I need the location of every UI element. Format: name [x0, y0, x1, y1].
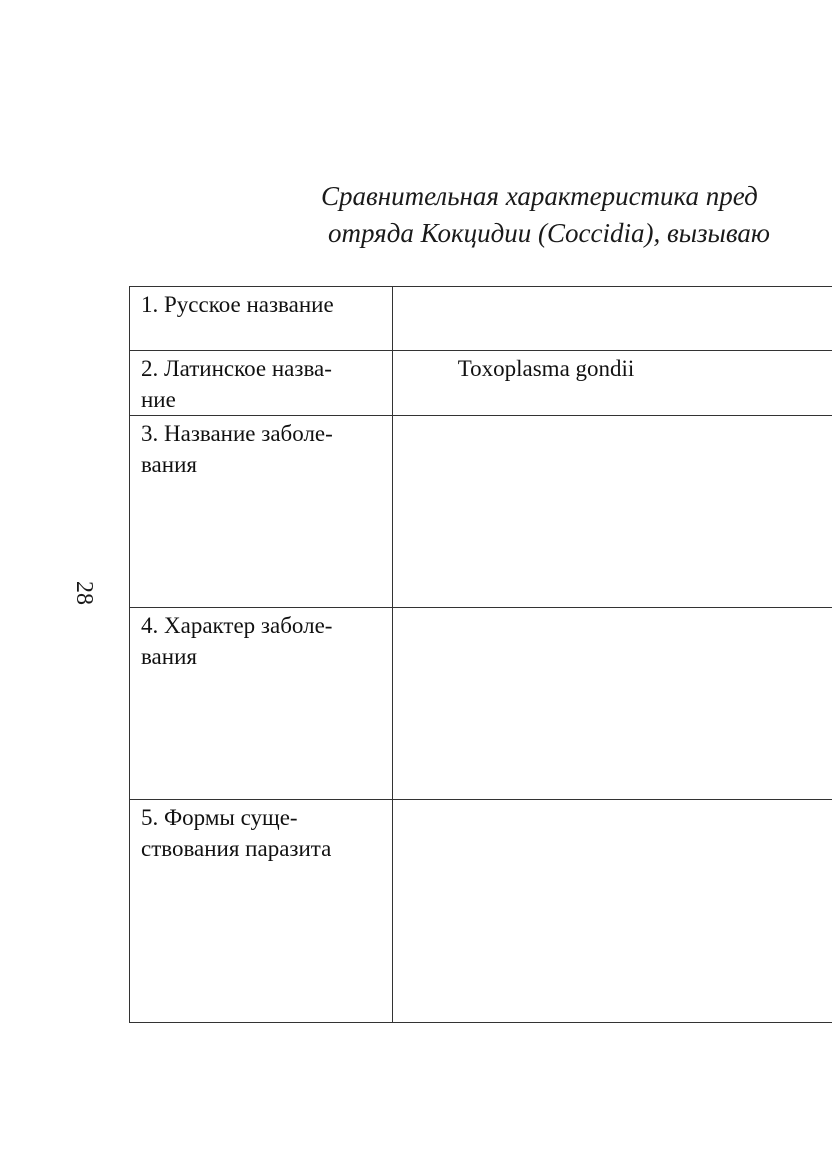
row-value-cell [393, 416, 832, 608]
table-row [130, 416, 832, 608]
row-value-text [393, 800, 832, 802]
table-row [130, 287, 832, 351]
row-value-cell [393, 287, 832, 351]
row-value-text [393, 416, 832, 418]
row-label-cell [130, 608, 393, 800]
row-label-text: ствования паразита [141, 836, 332, 861]
row-label-cell [130, 287, 393, 351]
row-label-text: 5. Формы суще- [141, 805, 298, 830]
row-value-text [393, 287, 832, 289]
row-label-text: 2. Латинское назва- [141, 356, 332, 381]
title-text-1: Сравнительная характеристика пред [321, 181, 758, 211]
row-label-cell [130, 800, 393, 1023]
row-label-text: 1. Русское название [141, 292, 334, 317]
table-row [130, 608, 832, 800]
row-label-text: вания [141, 644, 197, 669]
table-row [130, 800, 832, 1023]
row-value-text [393, 608, 832, 610]
row-label-text: ние [141, 387, 176, 412]
row-label-text: вания [141, 452, 197, 477]
row-value-cell [393, 800, 832, 1023]
row-value-cell [393, 351, 832, 416]
row-value-text: Toxoplasma gondii [457, 356, 635, 381]
table-row [130, 351, 832, 416]
title-text-2: отряда Кокцидии (Coccidia), вызываю [328, 218, 770, 248]
comparison-table [129, 286, 832, 1023]
row-label-text: 4. Характер заболе- [141, 613, 333, 638]
row-label-text: 3. Название заболе- [141, 421, 333, 446]
page-number: 28 [71, 581, 97, 605]
row-label-cell [130, 416, 393, 608]
row-value-cell [393, 608, 832, 800]
row-label-cell [130, 351, 393, 416]
